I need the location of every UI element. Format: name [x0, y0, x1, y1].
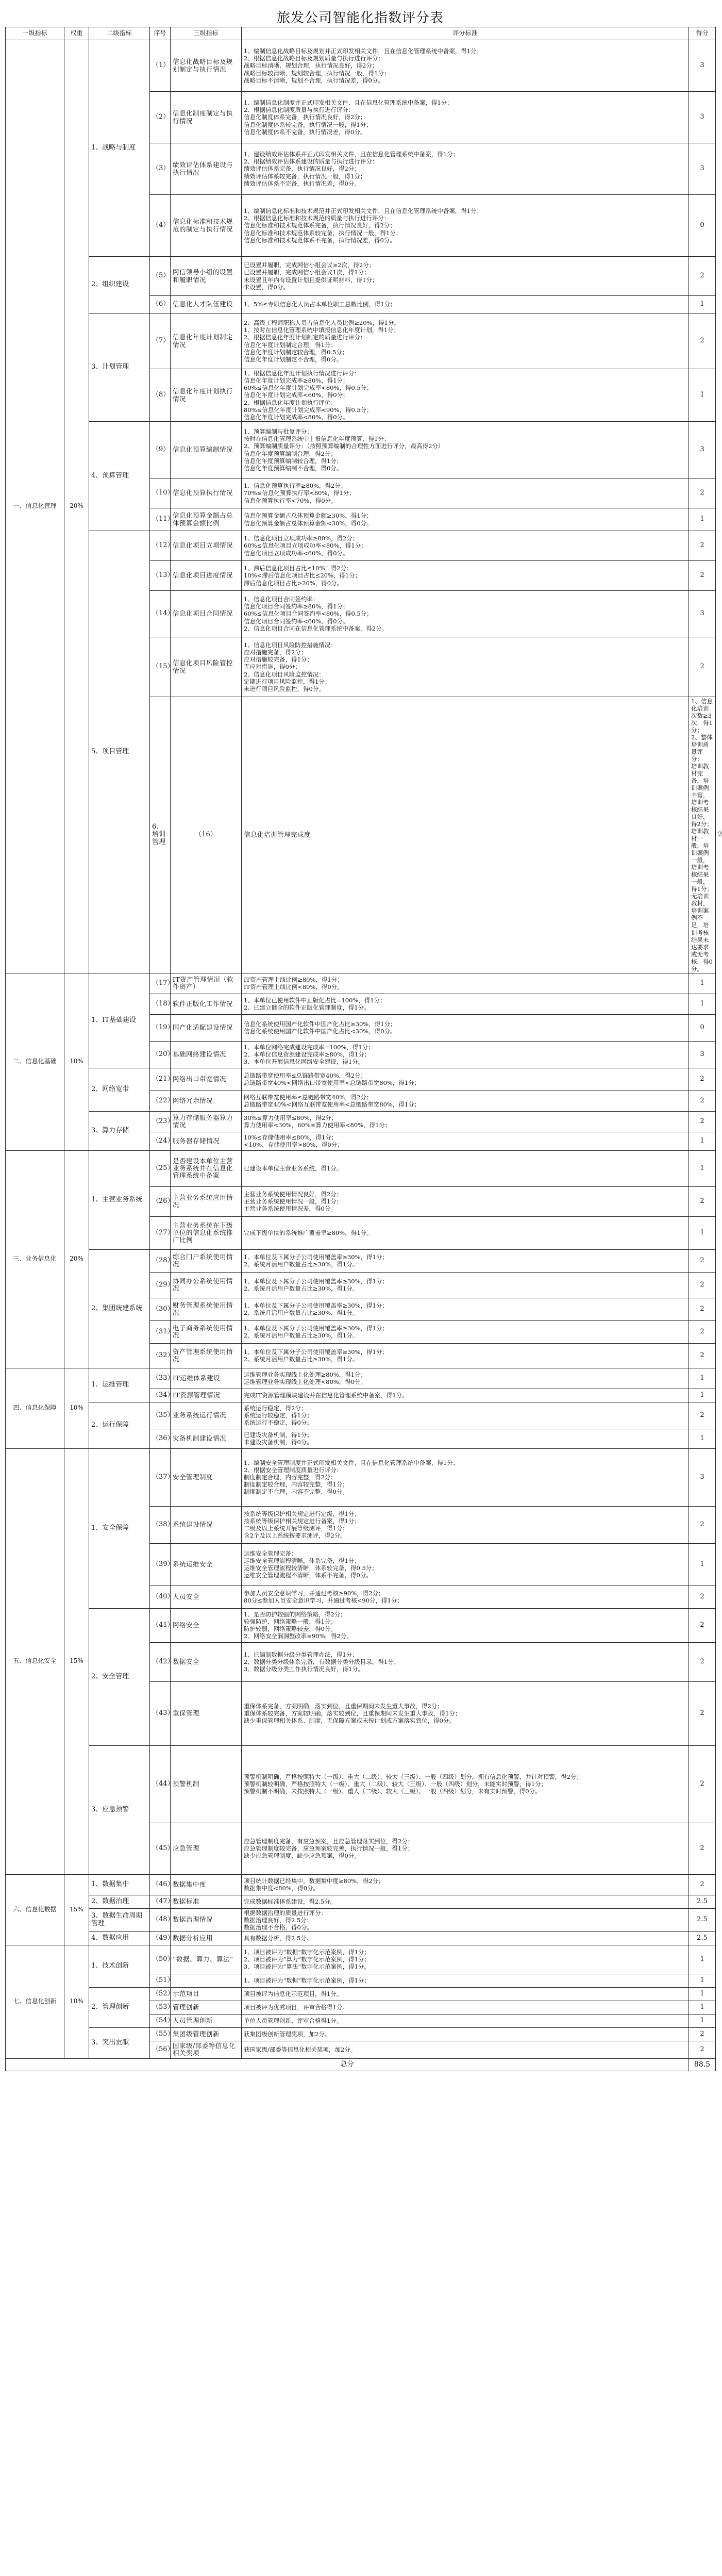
table-row: [6, 1945, 716, 1974]
row-index: （11）: [150, 508, 171, 531]
row-index: （40）: [150, 1586, 171, 1608]
weight-cell: 10%: [64, 1945, 89, 2058]
score-cell: 2: [689, 637, 716, 697]
row-index: （42）: [150, 1642, 171, 1681]
scoring-criteria: 1、根据信息化年度计划执行情况进行评分： 信息化年度计划完成率≥80%，得1分； 60%≤信息化年度计划完成率<80%，得0.5分； 信息化年度计划完成率<60%，得0分； 2、根据信息化年度计划执行评价： 80%≤信息化年度计划完成率<90%，得0.5分； 信息化年度计划完成率<80%，得0分。: [242, 369, 689, 422]
scoring-criteria: 完成下级单位的系统推广覆盖率≥80%，得1分。: [242, 1216, 689, 1249]
score-cell: 3: [689, 422, 716, 478]
score-cell: 2.5: [689, 1931, 716, 1945]
score-cell: 1: [689, 508, 716, 531]
level2-indicator: 3、应急预警: [89, 1745, 150, 1874]
level1-indicator: 三、业务信息化: [6, 1150, 64, 1368]
level3-indicator: 集团级管理创新: [171, 2027, 242, 2041]
level3-indicator: 信息化年度计划制定情况: [171, 313, 242, 369]
col-header-criteria: 评分标准: [242, 27, 689, 40]
level2-indicator: 2、数据治理: [89, 1895, 150, 1908]
level2-indicator: 4、数据应用: [89, 1931, 150, 1945]
level3-indicator: 信息化项目风险管控情况: [171, 637, 242, 697]
level3-indicator: 人员管理创新: [171, 2014, 242, 2027]
score-cell: 1: [689, 296, 716, 313]
score-cell: 2: [689, 1642, 716, 1681]
score-cell: 3: [689, 591, 716, 637]
scoring-criteria: 1、是否防护较强的网络策略，得2分； 较强防护，网络策略一般，得1分； 防护较弱，网络策略较差，得0分。 2、网络安全漏洞整改率≥90%，得2分。: [242, 1608, 689, 1642]
score-cell: 2: [689, 1823, 716, 1874]
score-cell: 2: [689, 1874, 716, 1895]
score-cell: 1: [689, 1389, 716, 1402]
level2-indicator: 1、运维管理: [89, 1368, 150, 1402]
score-cell: 2: [689, 2041, 716, 2058]
level2-indicator: 2、管理创新: [89, 1987, 150, 2027]
scoring-criteria: 1、信息化预算执行率≥80%，得2分； 70%≤信息化预算执行率<80%，得1分； 信息化预算执行率<70%，得0分。: [242, 478, 689, 508]
level3-indicator: 是否建设本单位主营业务系统并在信息化管理系统中备案: [171, 1150, 242, 1186]
scoring-criteria: 1、5%≤专职信息化人员占本单位职工总数比例，得1分；: [242, 296, 689, 313]
row-index: （31）: [150, 1320, 171, 1343]
level3-indicator: 业务系统运行情况: [171, 1402, 242, 1429]
level2-indicator: 2、组织建设: [89, 257, 150, 313]
scoring-criteria: 1、信息化项目合同签约率： 信息化项目合同签约率≥80%，得1分； 60%≤信息化项目合同签约率<80%，得0.5分； 信息化项目合同签约率<60%，得0分。 2、信息化项目合同在信息化管理系统中备案，得2分。: [242, 591, 689, 637]
weight-cell: 20%: [64, 40, 89, 973]
col-header-index: 序号: [150, 27, 171, 40]
score-cell: 3: [689, 92, 716, 143]
score-cell: 1: [689, 1987, 716, 2001]
row-index: （25）: [150, 1150, 171, 1186]
weight-cell: 10%: [64, 973, 89, 1150]
level3-indicator: 网络安全: [171, 1608, 242, 1642]
level3-indicator: 主营业务系统应用情况: [171, 1186, 242, 1216]
table-row: [6, 1111, 716, 1132]
score-cell: 2: [689, 1272, 716, 1298]
level3-indicator: 管理创新: [171, 2001, 242, 2014]
score-cell: 1: [689, 1429, 716, 1448]
level3-indicator: 应急管理: [171, 1823, 242, 1874]
scoring-criteria: 系统运行稳定，得2分； 系统运行较稳定，得1分； 系统运行不稳定，得0分。: [242, 1402, 689, 1429]
table-row: [6, 313, 716, 369]
score-cell: 0: [689, 1014, 716, 1041]
row-index: （48）: [150, 1908, 171, 1931]
scoring-criteria: 项目被评为优秀项目，评审合格得1分。: [242, 2001, 689, 2014]
scoring-criteria: 1、已编制数据分级分类管理办法，得1分； 2、数据分类分级体系完备，有数据分类分级目录，得1分； 3、数据分级分类工作执行情况良好，得1分。: [242, 1642, 689, 1681]
level3-indicator: 示范项目: [171, 1987, 242, 2001]
level3-indicator: 信息化预算编制情况: [171, 422, 242, 478]
level2-indicator: 3、算力存储: [89, 1111, 150, 1150]
row-index: （22）: [150, 1091, 171, 1111]
scoring-criteria: 根据数据治理的质量进行评分： 数据治理良好，得2.5分； 数据治理不合格，得0分。: [242, 1908, 689, 1931]
row-index: （1）: [150, 40, 171, 92]
table-row: [6, 1908, 716, 1931]
score-cell: 2: [689, 478, 716, 508]
level3-indicator: IT资产管理情况（软件资产）: [171, 973, 242, 994]
scoring-criteria: 10%≤存储使用率≤80%，得1分； <10%，存储使用率>80%，得0分；: [242, 1132, 689, 1150]
score-cell: 2: [689, 531, 716, 561]
level3-indicator: 系统建设情况: [171, 1506, 242, 1543]
scoring-criteria: 获集团级创新管理奖项，加2分。: [242, 2027, 689, 2041]
row-index: （4）: [150, 195, 171, 257]
scoring-criteria: 1、信息化项目风险防控措施情况： 应对措施完备，得2分； 应对措施较完备，得1分； 无应对措施，得0分； 2、信息化项目风险监控情况： 定期进行项目风险监控，得1分； 未进行项目风险监控，得0分。: [242, 637, 689, 697]
scoring-criteria: 运维管理业务实现线上化处理≥80%，得1分； 运维管理业务实现线上化处理<80%，得0分。: [242, 1368, 689, 1389]
level2-indicator: 2、网络宽带: [89, 1068, 150, 1111]
table-row: [6, 1987, 716, 2001]
row-index: （39）: [150, 1543, 171, 1586]
level3-indicator: 综合门户系统使用情况: [171, 1249, 242, 1272]
row-index: （29）: [150, 1272, 171, 1298]
score-cell: 2.5: [689, 1895, 716, 1908]
score-cell: 2: [689, 1402, 716, 1429]
table-row: [6, 1745, 716, 1823]
score-cell: 2: [689, 1068, 716, 1091]
row-index: （35）: [150, 1402, 171, 1429]
score-cell: 2: [689, 561, 716, 591]
score-cell: 1: [689, 973, 716, 994]
scoring-criteria: 1、建设绩效评估体系并正式印发相关文件，且在信息化管理系统中备案，得1分； 2、根据绩效评估体系建设的质量与执行进行评分： 绩效评估体系完备，执行情况良好，得2分； 绩效评估体系较完备，执行情况一般，得1分； 绩效评估体系不完备，执行情况差，得0分。: [242, 143, 689, 195]
score-cell: 1: [689, 369, 716, 422]
table-row: [6, 2027, 716, 2041]
level3-indicator: 数据安全: [171, 1642, 242, 1681]
level3-indicator: 主营业务系统在下级单位的信息化系统推广比例: [171, 1216, 242, 1249]
score-cell: 2: [689, 1745, 716, 1823]
scoring-criteria: 具有数据分析，得2.5分。: [242, 1931, 689, 1945]
scoring-criteria: 应急管理制度完备，有应急预案，且应急管理落实到位，得2分； 应急管理制度较完备，应急预案较完善，执行情况一般，得1分； 缺少应急管理制度，缺少应急预案，得0分。: [242, 1823, 689, 1874]
score-cell: 1: [689, 2014, 716, 2027]
level3-indicator: 财务管理系统使用情况: [171, 1298, 242, 1320]
scoring-criteria: 主营业务系统使用情况良好，得2分； 主营业务系统使用情况一般，得1分； 主营业务系统使用情况差，得0分。: [242, 1186, 689, 1216]
row-index: （3）: [150, 143, 171, 195]
scoring-criteria: 1、本单位及下属分子公司使用覆盖率≥30%，得1分； 2、系统月活用户数量占比≥30%，得1分。: [242, 1298, 689, 1320]
col-header-weight: 权重: [64, 27, 89, 40]
scoring-criteria: 按系统等级保护相关规定进行定级，得1分； 按系统等级保护相关规定进行备案，得1分； 二级及以上系统开展等级测评，得1分； 含2个及以上系统按要求测评，得2分。: [242, 1506, 689, 1543]
table-row: [6, 1895, 716, 1908]
row-index: （53）: [150, 2001, 171, 2014]
level3-indicator: 信息化标准和技术规范的制定与执行情况: [171, 195, 242, 257]
level3-indicator: 数据治理情况: [171, 1908, 242, 1931]
row-index: （20）: [150, 1041, 171, 1068]
scoring-criteria: 1、信息化项目立项成功率≥80%，得2分； 60%≤信息化项目立项成功率<80%，得1分； 信息化项目立项成功率<60%，得0分。: [242, 531, 689, 561]
level3-indicator: 信息化预算金额占总体预算金额比例: [171, 508, 242, 531]
level3-indicator: 人员安全: [171, 1586, 242, 1608]
level1-indicator: 七、信息化创新: [6, 1945, 64, 2058]
row-index: （32）: [150, 1343, 171, 1368]
row-index: （12）: [150, 531, 171, 561]
scoring-criteria: 已设置并履职，完成网信小组会议≥2次，得2分； 已设置并履职，完成网信小组会议1次，得1分； 未设置且年内有设置计划且提供证明材料，得1分； 未设置，得0分。: [242, 257, 689, 296]
scoring-criteria: 1、编制信息化战略目标及规划并正式印发相关文件，且在信息化管理系统中备案，得1分； 2、根据信息化战略目标及规划质量与执行进行评分： 战略目标清晰，规划合理，执行情况良好，得2分； 战略目标较清晰，规划较合理，执行情况一般，得1分； 战略目标不清晰，规划不合理，执行情况差，得0分。: [242, 40, 689, 92]
level3-indicator: “数据、算力、算法”: [171, 1945, 242, 1974]
row-index: （21）: [150, 1068, 171, 1091]
level2-indicator: 1、IT基础建设: [89, 973, 150, 1068]
row-index: （7）: [150, 313, 171, 369]
weight-cell: 15%: [64, 1874, 89, 1945]
row-index: （46）: [150, 1874, 171, 1895]
score-cell: 2: [689, 1586, 716, 1608]
level3-indicator: 信息化项目进度情况: [171, 561, 242, 591]
level3-indicator: 信息化项目合同情况: [171, 591, 242, 637]
level3-indicator: 信息化制度制定与执行情况: [171, 92, 242, 143]
scoring-criteria: 1、项目被评为“数据”数字化示范案例，得1分； 2、项目被评为“算力”数字化示范案例，得1分； 3、项目被评为“算法”数字化示范案例，得1分。: [242, 1945, 689, 1974]
score-cell: 2.5: [689, 1908, 716, 1931]
table-row: [6, 1931, 716, 1945]
score-cell: 1: [689, 1543, 716, 1586]
scoring-criteria: 1、本单位及下属分子公司使用覆盖率≥30%，得1分； 2、系统月活用户数量占比≥30%，得1分。: [242, 1343, 689, 1368]
score-cell: 2: [689, 257, 716, 296]
row-index: （50）: [150, 1945, 171, 1974]
level3-indicator: 数据分析应用: [171, 1931, 242, 1945]
level3-indicator: 数据集中度: [171, 1874, 242, 1895]
score-cell: 2: [689, 1681, 716, 1745]
level3-indicator: 服务器存储情况: [171, 1132, 242, 1150]
score-cell: 2: [689, 1506, 716, 1543]
row-index: （6）: [150, 296, 171, 313]
level2-indicator: 3、数据生命周期管理: [89, 1908, 150, 1931]
row-index: （56）: [150, 2041, 171, 2058]
scoring-criteria: 参加人员安全意识学习，并通过考核≥90%，得2分； 80分≤参加人员安全意识学习，并通过考核<90分，得1分；: [242, 1586, 689, 1608]
level2-indicator: 1、数据集中: [89, 1874, 150, 1895]
row-index: （37）: [150, 1448, 171, 1506]
col-header-level3: 三级指标: [171, 27, 242, 40]
score-cell: 3: [689, 40, 716, 92]
level3-indicator: 信息化培训管理完成度: [242, 697, 689, 973]
score-cell: 1: [689, 1945, 716, 1974]
level3-indicator: 绩效评估体系建设与执行情况: [171, 143, 242, 195]
scoring-criteria: 重保体系完备，方案明确，落实到位，且重保期间未发生重大事故，得2分； 重保体系较完备，方案较明确，落实较到位，且重保期间未发生重大事故，得1分； 缺少重保管理相关体系、制度，无保障方案或未按计划或方案落实到位，得0分。: [242, 1681, 689, 1745]
scoring-criteria: 1、本单位及下属分子公司使用覆盖率≥30%，得1分； 2、系统月活用户数量占比≥30%，得1分。: [242, 1272, 689, 1298]
level1-indicator: 四、信息化保障: [6, 1368, 64, 1448]
level3-indicator: 数据标准: [171, 1895, 242, 1908]
score-cell: 0: [689, 195, 716, 257]
level3-indicator: 国产化适配建设情况: [171, 1014, 242, 1041]
weight-cell: 15%: [64, 1448, 89, 1874]
row-index: （16）: [171, 697, 242, 973]
score-cell: 1: [689, 2001, 716, 2014]
level3-indicator: [171, 1974, 242, 1987]
table-row: [6, 1402, 716, 1429]
row-index: （30）: [150, 1298, 171, 1320]
scoring-criteria: 预警机制明确，严格按照特大（一级）、重大（二级）、较大（三级）、一般（四级）划分，拥有信息化预警，并针对预警，得2分； 预警机制较明确，严格按照特大（一级）、重大（二级）、较大（三级）、一般（四级）划分，未能实时预警，得1分； 预警机制不明确，未按照特大（一级）、重大（二级）、较大（三级）、一般（四级）划分，未有实时预警，得0分。: [242, 1745, 689, 1823]
level3-indicator: IT资源管理情况: [171, 1389, 242, 1402]
table-header-row: [6, 27, 716, 40]
row-index: （36）: [150, 1429, 171, 1448]
level3-indicator: 软件正版化工作情况: [171, 994, 242, 1014]
level3-indicator: 算力存储服务器算力情况: [171, 1111, 242, 1132]
table-row: [6, 1448, 716, 1506]
score-cell: 1: [689, 1132, 716, 1150]
row-index: （54）: [150, 2014, 171, 2027]
level3-indicator: 信息化预算执行情况: [171, 478, 242, 508]
row-index: （18）: [150, 994, 171, 1014]
scoring-criteria: 运维安全管理完备： 运维安全管理流程清晰，体系完备，得1分； 运维安全管理流程较清晰，体系较完备，得0.5分； 运维安全管理流程不清晰，体系不完备，得0分。: [242, 1543, 689, 1586]
scoring-criteria: 项目统计数据已经集中，数据集中度≥80%，得2分； 数据集中度<80%，得0分。: [242, 1874, 689, 1895]
weight-cell: 20%: [64, 1150, 89, 1368]
scoring-criteria: 网络互联带宽使用率≤总链路带宽40%，得2分； 总链路带宽40%<网络互联带宽使用率<总链路带宽80%，得1分；: [242, 1091, 689, 1111]
scoring-criteria: 1、编制安全管理制度并正式印发相关文件，且在信息化管理系统中备案，得1分； 2、根据安全管理制度质量进行评分： 制度制定合理，内容完整，得2分； 制度制定较合理，内容较完整，得1分； 制度制定不合理，内容不完整，得0分。: [242, 1448, 689, 1506]
scoring-criteria: 已建设本单位主营业务系统，得1分。: [242, 1150, 689, 1186]
score-cell: 1: [689, 1368, 716, 1389]
scoring-criteria: 1、本单位及下属分子公司使用覆盖率≥30%，得1分； 2、系统月活用户数量占比≥30%，得1分。: [242, 1249, 689, 1272]
score-cell: 3: [689, 1448, 716, 1506]
scoring-criteria: 1、滞后信息化项目占比≤10%，得2分； 10%<滞后信息化项目占比≤20%，得1分； 滞后信息化项目占比>20%，得0分。: [242, 561, 689, 591]
level3-indicator: 电子商务系统使用情况: [171, 1320, 242, 1343]
score-cell: 2: [689, 1091, 716, 1111]
row-index: （27）: [150, 1216, 171, 1249]
level3-indicator: 安全管理制度: [171, 1448, 242, 1506]
score-cell: 3: [689, 143, 716, 195]
scoring-table: [5, 27, 722, 2071]
row-index: （33）: [150, 1368, 171, 1389]
row-index: （34）: [150, 1389, 171, 1402]
total-score: 88.5: [689, 2058, 716, 2071]
col-header-level1: 一级指标: [6, 27, 64, 40]
score-cell: 2: [689, 1320, 716, 1343]
total-label: 总分: [6, 2058, 689, 2071]
score-cell: 2: [689, 1186, 716, 1216]
level2-indicator: 3、计划管理: [89, 313, 150, 422]
row-index: （17）: [150, 973, 171, 994]
score-cell: 1: [689, 1150, 716, 1186]
row-index: （23）: [150, 1111, 171, 1132]
level3-indicator: 国家级/部委等信息化相关奖项: [171, 2041, 242, 2058]
score-cell: 2: [689, 1343, 716, 1368]
scoring-criteria: 信息化系统使用国产化软件中国产化占比≥30%，得1分； 信息化系统使用国产化软件中国产化占比<30%，得0分。: [242, 1014, 689, 1041]
scoring-criteria: 获国家级/部委等信息化相关奖项，加2分。: [242, 2041, 689, 2058]
level3-indicator: 网络出口带宽情况: [171, 1068, 242, 1091]
weight-cell: 10%: [64, 1368, 89, 1448]
row-index: （9）: [150, 422, 171, 478]
scoring-criteria: 2、高级工程师职称人员占信息化人员比例≥20%，得1分。 1、按时在信息化管理系统中填报信息化年度计划，得1分； 2、根据信息化年度计划制定的质量进行评分： 信息化年度计划制定合理，得1分； 信息化年度计划制定较合理，得0.5分； 信息化年度计划制定不合理，得0分。: [242, 313, 689, 369]
table-row: [6, 1150, 716, 1186]
scoring-criteria: 完成IT资源管理模块建设并在信息化管理系统中备案，得1分。: [242, 1389, 689, 1402]
row-index: （26）: [150, 1186, 171, 1216]
table-row: [6, 1368, 716, 1389]
row-index: （49）: [150, 1931, 171, 1945]
level3-indicator: 基础网络建设情况: [171, 1041, 242, 1068]
scoring-criteria: 30%≤算力使用率≤80%，得2分； 算力使用率<30%，60%≤算力使用率<80%，得1分；: [242, 1111, 689, 1132]
level3-indicator: 信息化人才队伍建设: [171, 296, 242, 313]
row-index: （43）: [150, 1681, 171, 1745]
scoring-criteria: 已建设灾备机制，得1分； 未建设灾备机制，得0分。: [242, 1429, 689, 1448]
table-row: [6, 40, 716, 92]
row-index: （10）: [150, 478, 171, 508]
level1-indicator: 二、信息化基础: [6, 973, 64, 1150]
scoring-criteria: 1、本单位已使用软件中正版化占比=100%，得1分； 2、已建立健全的软件正版化管理制度，得1分。: [242, 994, 689, 1014]
scoring-criteria: 1、项目被评为“数据”数字化示范案例，得1分；: [242, 1974, 689, 1987]
level2-indicator: 1、主营业务系统: [89, 1150, 150, 1249]
score-cell: 2: [689, 1298, 716, 1320]
score-cell: 3: [689, 1041, 716, 1068]
scoring-criteria: 1、本单位网络完成建设完成率=100%，得1分； 2、本单位信息资源建设完成率≥80%，得1分； 3、本单位开展信息化网络安全建设，得1分。: [242, 1041, 689, 1068]
col-header-level2: 二级指标: [89, 27, 150, 40]
row-index: （8）: [150, 369, 171, 422]
level2-indicator: 4、预算管理: [89, 422, 150, 531]
level3-indicator: 资产管理系统使用情况: [171, 1343, 242, 1368]
level1-indicator: 五、信息化安全: [6, 1448, 64, 1874]
scoring-criteria: 总链路带宽使用率≤总链路带宽40%，得2分； 总链路带宽40%<网络出口带宽使用率<总链路带宽80%，得1分；: [242, 1068, 689, 1091]
page-title: 旅发公司智能化指数评分表: [276, 10, 444, 26]
level3-indicator: 预警机制: [171, 1745, 242, 1823]
table-row: 6、培训管理 （16） 信息化培训管理完成度 1、信息化培训次数≥3次，得1分； 2、整体培训质量评分： 培训教材完备，培训案例丰富，培训考核结果良好，得2分； 培训教材一般，培训案例一般，培训考核结果一般，得1分； 无培训教材，培训案例不足，培训考核结果未达要求或无考核，得0分。 2: [6, 697, 716, 973]
level3-indicator: IT运维体系建设: [171, 1368, 242, 1389]
level3-indicator: 信息化项目立项情况: [171, 531, 242, 561]
table-row: [6, 1249, 716, 1272]
level2-indicator: 1、技术创新: [89, 1945, 150, 1987]
row-index: （47）: [150, 1895, 171, 1908]
level2-indicator: 1、安全保障: [89, 1448, 150, 1608]
level1-indicator: 一、信息化管理: [6, 40, 64, 973]
scoring-criteria: 1、编制信息化标准和技术规范并正式印发相关文件，且在信息化管理系统中备案，得1分； 2、根据信息化标准和技术规范的质量与执行进行评分： 信息化标准和技术规范体系完备，执行情况良好，得2分； 信息化标准和技术规范体系较完备，执行情况一般，得1分； 信息化标准和技术规范体系不完备，执行情况差，得0分。: [242, 195, 689, 257]
level2-indicator: 2、运行保障: [89, 1402, 150, 1448]
scoring-criteria: IT资产管理上线比例≥80%，得1分； IT资产管理上线比例<80%，得0分。: [242, 973, 689, 994]
scoring-criteria: 1、预算编制与批复评分： 按时在信息化管理系统中上报信息化年度预算，得1分； 2、预算编制质量评分：（按照预算编制的合理性方面进行评分，最高得2分） 信息化年度预算编制合理，得2分； 信息化年度预算编制较合理，得1分； 信息化年度预算编制不合理，得0分。: [242, 422, 689, 478]
row-index: （28）: [150, 1249, 171, 1272]
level3-indicator: 灾备机制建设情况: [171, 1429, 242, 1448]
row-index: （52）: [150, 1987, 171, 2001]
total-row: [6, 2058, 716, 2071]
score-cell: 2: [689, 1111, 716, 1132]
score-cell: 1: [689, 1216, 716, 1249]
scoring-criteria: 单位人员管理创新，评审合格得1分。: [242, 2014, 689, 2027]
level2-indicator: 5、项目管理: [89, 531, 150, 973]
level3-indicator: 系统运维安全: [171, 1543, 242, 1586]
row-index: （14）: [150, 591, 171, 637]
level3-indicator: 重保管理: [171, 1681, 242, 1745]
table-row: [6, 1068, 716, 1091]
row-index: （2）: [150, 92, 171, 143]
scoring-criteria: 完成数据标准体系建设，得2.5分。: [242, 1895, 689, 1908]
scoring-criteria: 1、信息化培训次数≥3次，得1分； 2、整体培训质量评分： 培训教材完备，培训案例丰富，培训考核结果良好，得2分； 培训教材一般，培训案例一般，培训考核结果一般，得1分； 无培训教材，培训案例不足，培训考核结果未达要求或无考核，得0分。: [689, 697, 716, 973]
table-row: [6, 1874, 716, 1895]
row-index: （13）: [150, 561, 171, 591]
table-row: [6, 422, 716, 478]
row-index: （19）: [150, 1014, 171, 1041]
col-header-score: 得分: [689, 27, 716, 40]
table-row: [6, 257, 716, 296]
score-cell: 2: [689, 2027, 716, 2041]
row-index: （5）: [150, 257, 171, 296]
score-cell: 2: [689, 1249, 716, 1272]
table-row: [6, 1608, 716, 1642]
scoring-criteria: 1、本单位及下属分子公司使用覆盖率≥30%，得1分； 2、系统月活用户数量占比≥30%，得1分。: [242, 1320, 689, 1343]
score-cell: 2: [689, 313, 716, 369]
level3-indicator: 网络冗余情况: [171, 1091, 242, 1111]
score-cell: 1: [689, 1974, 716, 1987]
row-index: （24）: [150, 1132, 171, 1150]
table-row: [6, 531, 716, 561]
level2-indicator: 1、战略与制度: [89, 40, 150, 257]
row-index: （55）: [150, 2027, 171, 2041]
row-index: （45）: [150, 1823, 171, 1874]
level3-indicator: 网信领导小组的设置和履职情况: [171, 257, 242, 296]
level2-indicator: 6、培训管理: [150, 697, 171, 973]
level2-indicator: 3、突出贡献: [89, 2027, 150, 2058]
level3-indicator: 协同办公系统使用情况: [171, 1272, 242, 1298]
scoring-criteria: 1、编制信息化制度并正式印发相关文件，且在信息化管理系统中备案，得1分； 2、根据信息化制度质量与执行进行评分： 信息化制度体系完备，执行情况良好，得2分； 信息化制度体系较完备，执行情况一般，得1分； 信息化制度体系不完备，执行情况差，得0分。: [242, 92, 689, 143]
row-index: （44）: [150, 1745, 171, 1823]
row-index: （15）: [150, 637, 171, 697]
level3-indicator: 信息化年度计划执行情况: [171, 369, 242, 422]
level3-indicator: 信息化战略目标及规划制定与执行情况: [171, 40, 242, 92]
table-row: [6, 973, 716, 994]
scoring-criteria: 信息化预算金额占总体预算金额≥30%，得1分； 信息化预算金额占总体预算金额<30%，得0分。: [242, 508, 689, 531]
score-cell: 2: [689, 1608, 716, 1642]
row-index: （51）: [150, 1974, 171, 1987]
scoring-criteria: 项目被评为信息化示范项目，得1分。: [242, 1987, 689, 2001]
row-index: （38）: [150, 1506, 171, 1543]
level1-indicator: 六、信息化数据: [6, 1874, 64, 1945]
level2-indicator: 2、集团统建系统: [89, 1249, 150, 1368]
row-index: （41）: [150, 1608, 171, 1642]
level2-indicator: 2、安全管理: [89, 1608, 150, 1745]
score-cell: 1: [689, 994, 716, 1014]
